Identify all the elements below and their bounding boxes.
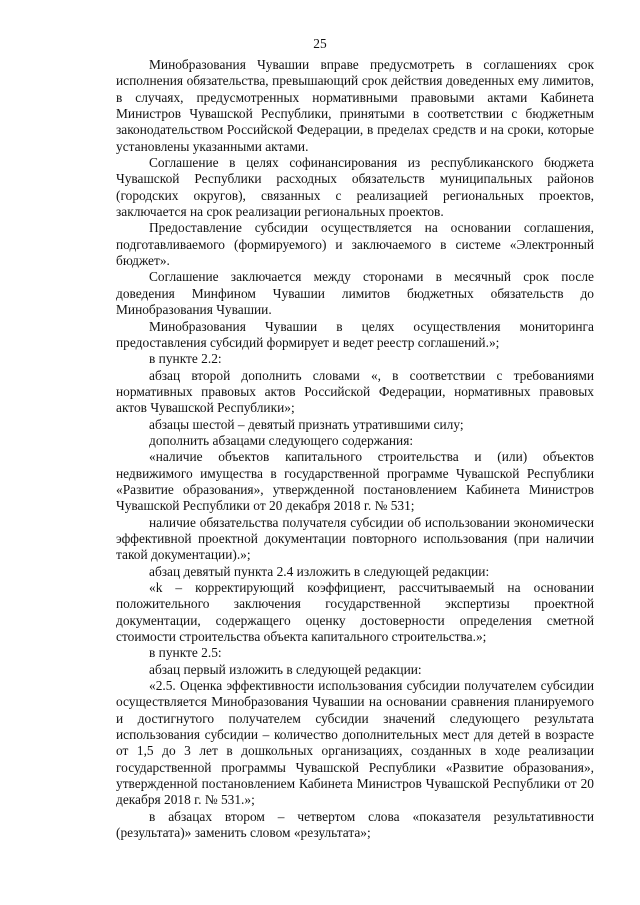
- paragraph: дополнить абзацами следующего содержания:: [149, 432, 414, 448]
- paragraph: «наличие объектов капитального строительства и (или) объектов недвижимого имущества в государственной программе Чувашской Республики «Развитие образования», утвержденной постановлением Кабинета Министров Чувашской Республики от 20 декабря 2018 г. № 531;: [116, 449, 594, 514]
- document-body: [116, 57, 594, 842]
- paragraph: абзац девятый пункта 2.4 изложить в следующей редакции:: [149, 563, 490, 579]
- paragraph: «k – корректирующий коэффициент, рассчитываемый на основании положительного заключения государственной экспертизы проектной документации, содержащего оценку достоверности определения сметной стоимости строительства объекта капитального строительства.»;: [116, 580, 594, 645]
- paragraph: абзацы шестой – девятый признать утратившими силу;: [149, 416, 464, 432]
- paragraph: Минобразования Чувашии в целях осуществления мониторинга предоставления субсидий формирует и ведет реестр соглашений.»;: [116, 318, 594, 350]
- paragraph: «2.5. Оценка эффективности использования субсидии получателем субсидии осуществляется Минобразования Чувашии на основании сравнения планируемого и достигнутого получателем субсидии значений следующего результата использования субсидии – количество дополнительных мест для детей в возрасте от 1,5 до 3 лет в дошкольных организациях, созданных в ходе реализации государственной программы Чувашской Республики «Развитие образования», утвержденной постановлением Кабинета Министров Чувашской Республики от 20 декабря 2018 г. № 531.»;: [116, 678, 594, 808]
- page-number: 25: [313, 36, 327, 51]
- paragraph: наличие обязательства получателя субсидии об использовании экономически эффективной проектной документации повторного использования (при наличии такой документации).»;: [116, 514, 594, 563]
- paragraph: Минобразования Чувашии вправе предусмотреть в соглашениях срок исполнения обязательства, превышающий срок действия доведенных ему лимитов, в случаях, предусмотренных нормативными правовыми актами Кабинета Министров Чувашской Республики, принятыми в соответствии с бюджетным законодательством Российской Федерации, в пределах средств и на сроки, которые установлены указанными актами.: [116, 57, 594, 154]
- paragraph: Предоставление субсидии осуществляется на основании соглашения, подготавливаемого (формируемого) и заключаемого в системе «Электронный бюджет».: [116, 220, 594, 269]
- paragraph: абзац второй дополнить словами «, в соответствии с требованиями нормативных правовых актов Российской Федерации, нормативных правовых актов Чувашской Республики»;: [116, 367, 594, 416]
- paragraph: в пункте 2.2:: [149, 351, 222, 367]
- paragraph: в пункте 2.5:: [149, 645, 222, 661]
- paragraph: в абзацах втором – четвертом слова «показателя результативности (результата)» заменить словом «результата»;: [116, 808, 594, 841]
- paragraph: Соглашение в целях софинансирования из республиканского бюджета Чувашской Республики расходных обязательств муниципальных районов (городских округов), связанных с реализацией региональных проектов, заключается на срок реализации региональных проектов.: [116, 155, 594, 220]
- paragraph: Соглашение заключается между сторонами в месячный срок после доведения Минфином Чувашии лимитов бюджетных обязательств до Минобразования Чувашии.: [116, 269, 594, 318]
- paragraph: абзац первый изложить в следующей редакции:: [149, 661, 422, 677]
